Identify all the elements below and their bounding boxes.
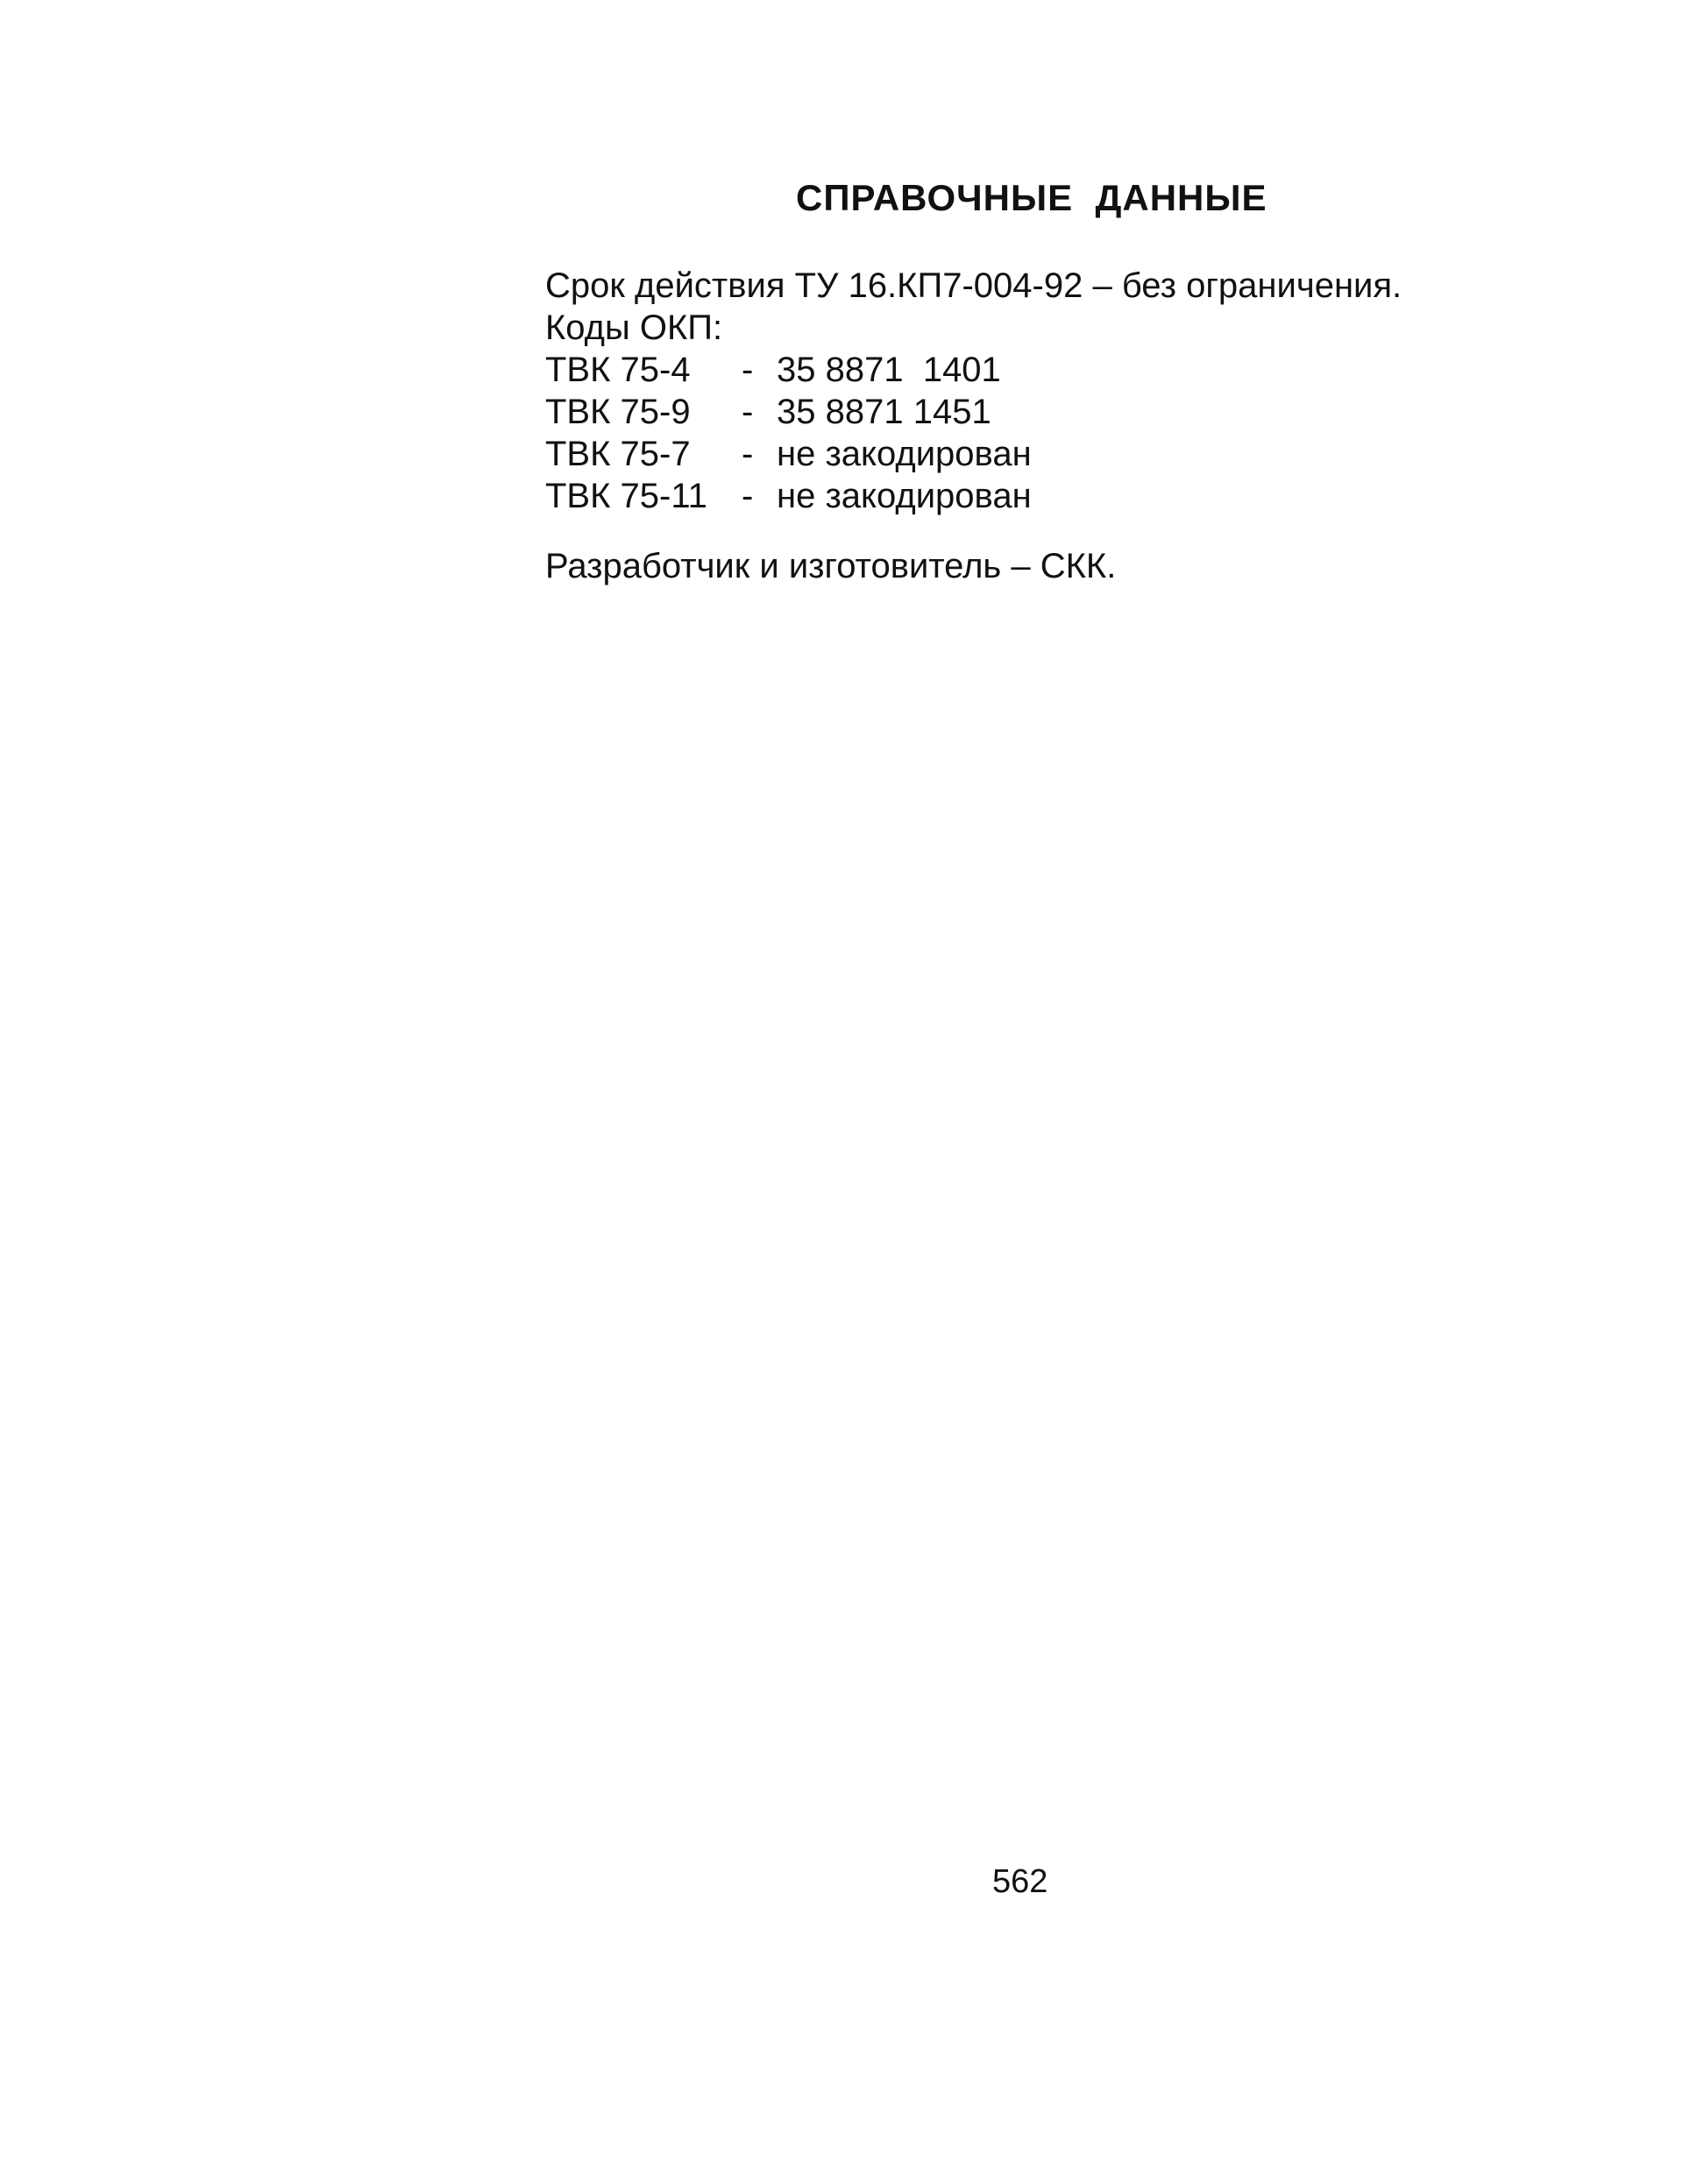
dash: - [742,477,754,515]
okp-code: не закодирован [777,435,1032,473]
product-name: ТВК 75-7 [545,435,691,473]
reference-data-block [545,265,1402,587]
product-name: ТВК 75-11 [545,477,707,515]
page-number: 562 [992,1863,1048,1900]
okp-code: не закодирован [777,477,1032,515]
code-row [545,349,1402,391]
okp-code: 35 8871 1401 [777,351,1001,389]
okp-code: 35 8871 1451 [777,393,991,431]
code-row [545,391,1402,433]
developer-text: Разработчик и изготовитель – СКК. [545,547,1117,585]
product-name: ТВК 75-4 [545,351,691,389]
validity-text: Срок действия ТУ 16.КП7-004-92 – без ограничения. [545,266,1402,305]
product-name: ТВК 75-9 [545,393,691,431]
dash: - [742,435,754,473]
dash: - [742,351,754,389]
code-row [545,475,1402,517]
paragraph-spacer [545,517,1402,545]
page-title: СПРАВОЧНЫЕ ДАННЫЕ [796,177,1268,218]
dash: - [742,393,754,431]
codes-heading: Коды ОКП: [545,308,723,347]
code-row [545,433,1402,475]
